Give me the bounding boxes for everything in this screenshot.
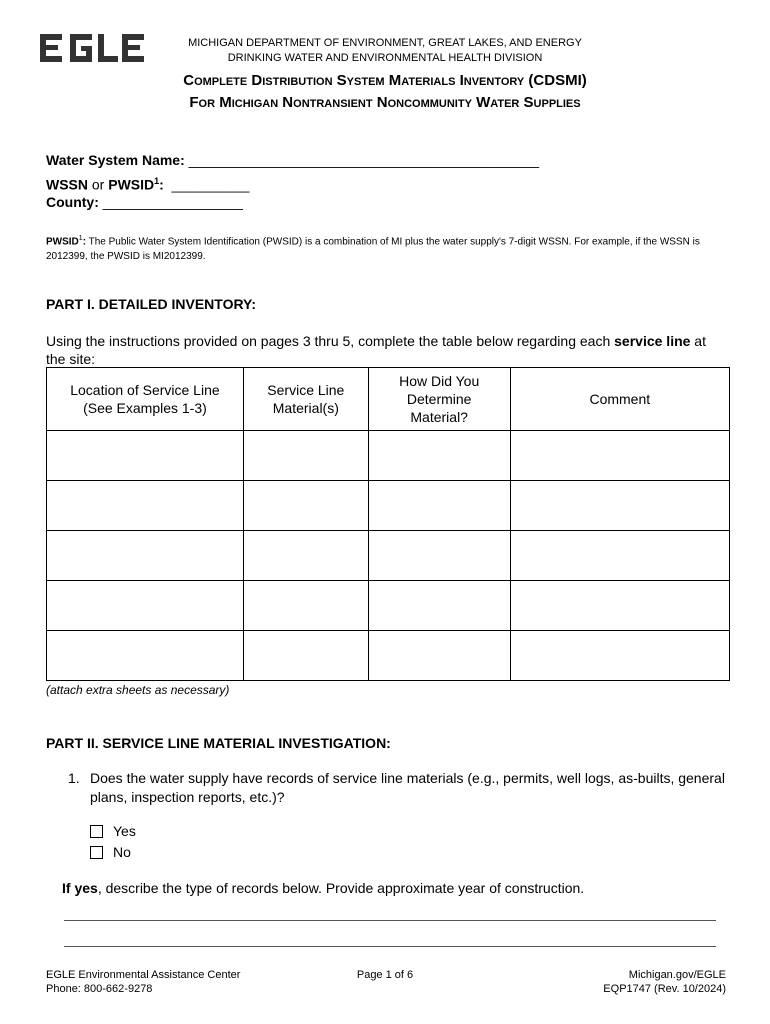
no-checkbox[interactable] (90, 846, 103, 859)
form-title-line-1: Complete Distribution System Materials Inventory (CDSMI) (183, 72, 587, 89)
col-determine-header (368, 368, 510, 431)
table-row (47, 481, 730, 531)
part-2-heading: PART II. SERVICE LINE MATERIAL INVESTIGATION: (46, 735, 391, 751)
if-yes-instruction (62, 879, 742, 897)
col-determine-label: How Did You Determine Material? (399, 373, 480, 425)
part-1-heading: PART I. DETAILED INVENTORY: (46, 296, 257, 312)
no-option[interactable] (90, 844, 131, 860)
agency-line-1: MICHIGAN DEPARTMENT OF ENVIRONMENT, GREAT LAKES, AND ENERGY (188, 37, 582, 49)
table-row (47, 631, 730, 681)
table-cell[interactable] (243, 431, 368, 481)
part-1-intro-bold: service line (614, 333, 691, 349)
table-cell[interactable] (368, 631, 510, 681)
table-row (47, 431, 730, 481)
water-system-name-field[interactable] (46, 151, 539, 169)
part-1-intro-end: at the site: (46, 333, 706, 367)
yes-checkbox[interactable] (90, 825, 103, 838)
question-1 (68, 769, 728, 807)
question-1-number: 1. (68, 770, 80, 786)
table-cell[interactable] (510, 531, 729, 581)
county-blank[interactable]: __________________ (102, 194, 243, 210)
pwsid-footnote (46, 231, 736, 264)
wssn-label: WSSN (46, 176, 88, 193)
if-yes-bold: If yes (62, 880, 98, 896)
wssn-field[interactable] (46, 172, 249, 194)
table-cell[interactable] (243, 581, 368, 631)
footer-right (603, 968, 726, 996)
table-cell[interactable] (368, 431, 510, 481)
table-cell[interactable] (368, 581, 510, 631)
wssn-blank[interactable]: __________ (171, 176, 250, 193)
table-row (47, 531, 730, 581)
records-answer-line-2[interactable] (64, 946, 716, 947)
table-cell[interactable] (368, 481, 510, 531)
footnote-text: The Public Water System Identification (PWSID) is a combination of MI plus the water supply's 7-digit WSSN. For example, if the WSSN is 2012399, the PWSID is MI2012399. (46, 236, 700, 263)
table-cell[interactable] (510, 631, 729, 681)
form-title-line-2: For Michigan Nontransient Noncommunity Water Supplies (189, 94, 581, 111)
egle-logo (40, 30, 148, 66)
footer-form-number: EQP1747 (Rev. 10/2024) (603, 983, 726, 995)
pwsid-sup: 1 (154, 176, 160, 186)
part-1-intro (46, 332, 726, 368)
table-cell[interactable] (510, 481, 729, 531)
county-label: County: (46, 194, 99, 210)
table-cell[interactable] (47, 631, 244, 681)
logo-text: EGLE (40, 66, 43, 67)
table-cell[interactable] (243, 631, 368, 681)
table-cell[interactable] (510, 431, 729, 481)
water-system-name-blank[interactable]: _____________________________________________ (188, 152, 540, 168)
if-yes-text: , describe the type of records below. Provide approximate year of construction. (97, 880, 585, 896)
no-label: No (113, 844, 131, 860)
col-material-label: Service Line Material(s) (267, 382, 345, 416)
water-system-name-label: Water System Name: (46, 152, 185, 168)
table-cell[interactable] (47, 431, 244, 481)
table-cell[interactable] (243, 531, 368, 581)
table-header-row (47, 368, 730, 431)
table-cell[interactable] (243, 481, 368, 531)
col-location-label: Location of Service Line (See Examples 1-3) (70, 382, 220, 416)
footer-left (46, 968, 240, 996)
footer-phone: Phone: 800-662-9278 (46, 983, 153, 995)
yes-option[interactable] (90, 823, 136, 839)
footer-page-number: Page 1 of 6 (356, 969, 414, 981)
footnote-sup: 1 (78, 235, 83, 242)
table-cell[interactable] (47, 481, 244, 531)
county-field[interactable] (46, 193, 243, 211)
table-cell[interactable] (47, 531, 244, 581)
footer-center-name: EGLE Environmental Assistance Center (46, 969, 241, 981)
wssn-colon: : (159, 176, 164, 193)
col-location-header (47, 368, 244, 431)
footer-website[interactable]: Michigan.gov/EGLE (628, 969, 726, 981)
inventory-table (46, 367, 730, 681)
records-answer-line-1[interactable] (64, 920, 716, 921)
footnote-label: PWSID (46, 236, 79, 248)
yes-label: Yes (113, 823, 136, 839)
wssn-or: or (88, 176, 109, 193)
col-material-header (243, 368, 368, 431)
table-cell[interactable] (47, 581, 244, 631)
table-cell[interactable] (368, 531, 510, 581)
col-comment-label: Comment (589, 391, 651, 407)
attach-sheets-note: (attach extra sheets as necessary) (46, 683, 230, 697)
agency-line-2: DRINKING WATER AND ENVIRONMENTAL HEALTH DIVISION (227, 52, 543, 64)
footnote-colon: : (82, 236, 87, 248)
part-1-intro-text: Using the instructions provided on pages 3 thru 5, complete the table below regarding each (46, 333, 615, 349)
table-row (47, 581, 730, 631)
pwsid-label: PWSID (108, 176, 155, 193)
col-comment-header (510, 368, 729, 431)
question-1-text: Does the water supply have records of service line materials (e.g., permits, well logs, as-builts, general plans, inspection reports, etc.)? (90, 770, 725, 805)
table-cell[interactable] (510, 581, 729, 631)
